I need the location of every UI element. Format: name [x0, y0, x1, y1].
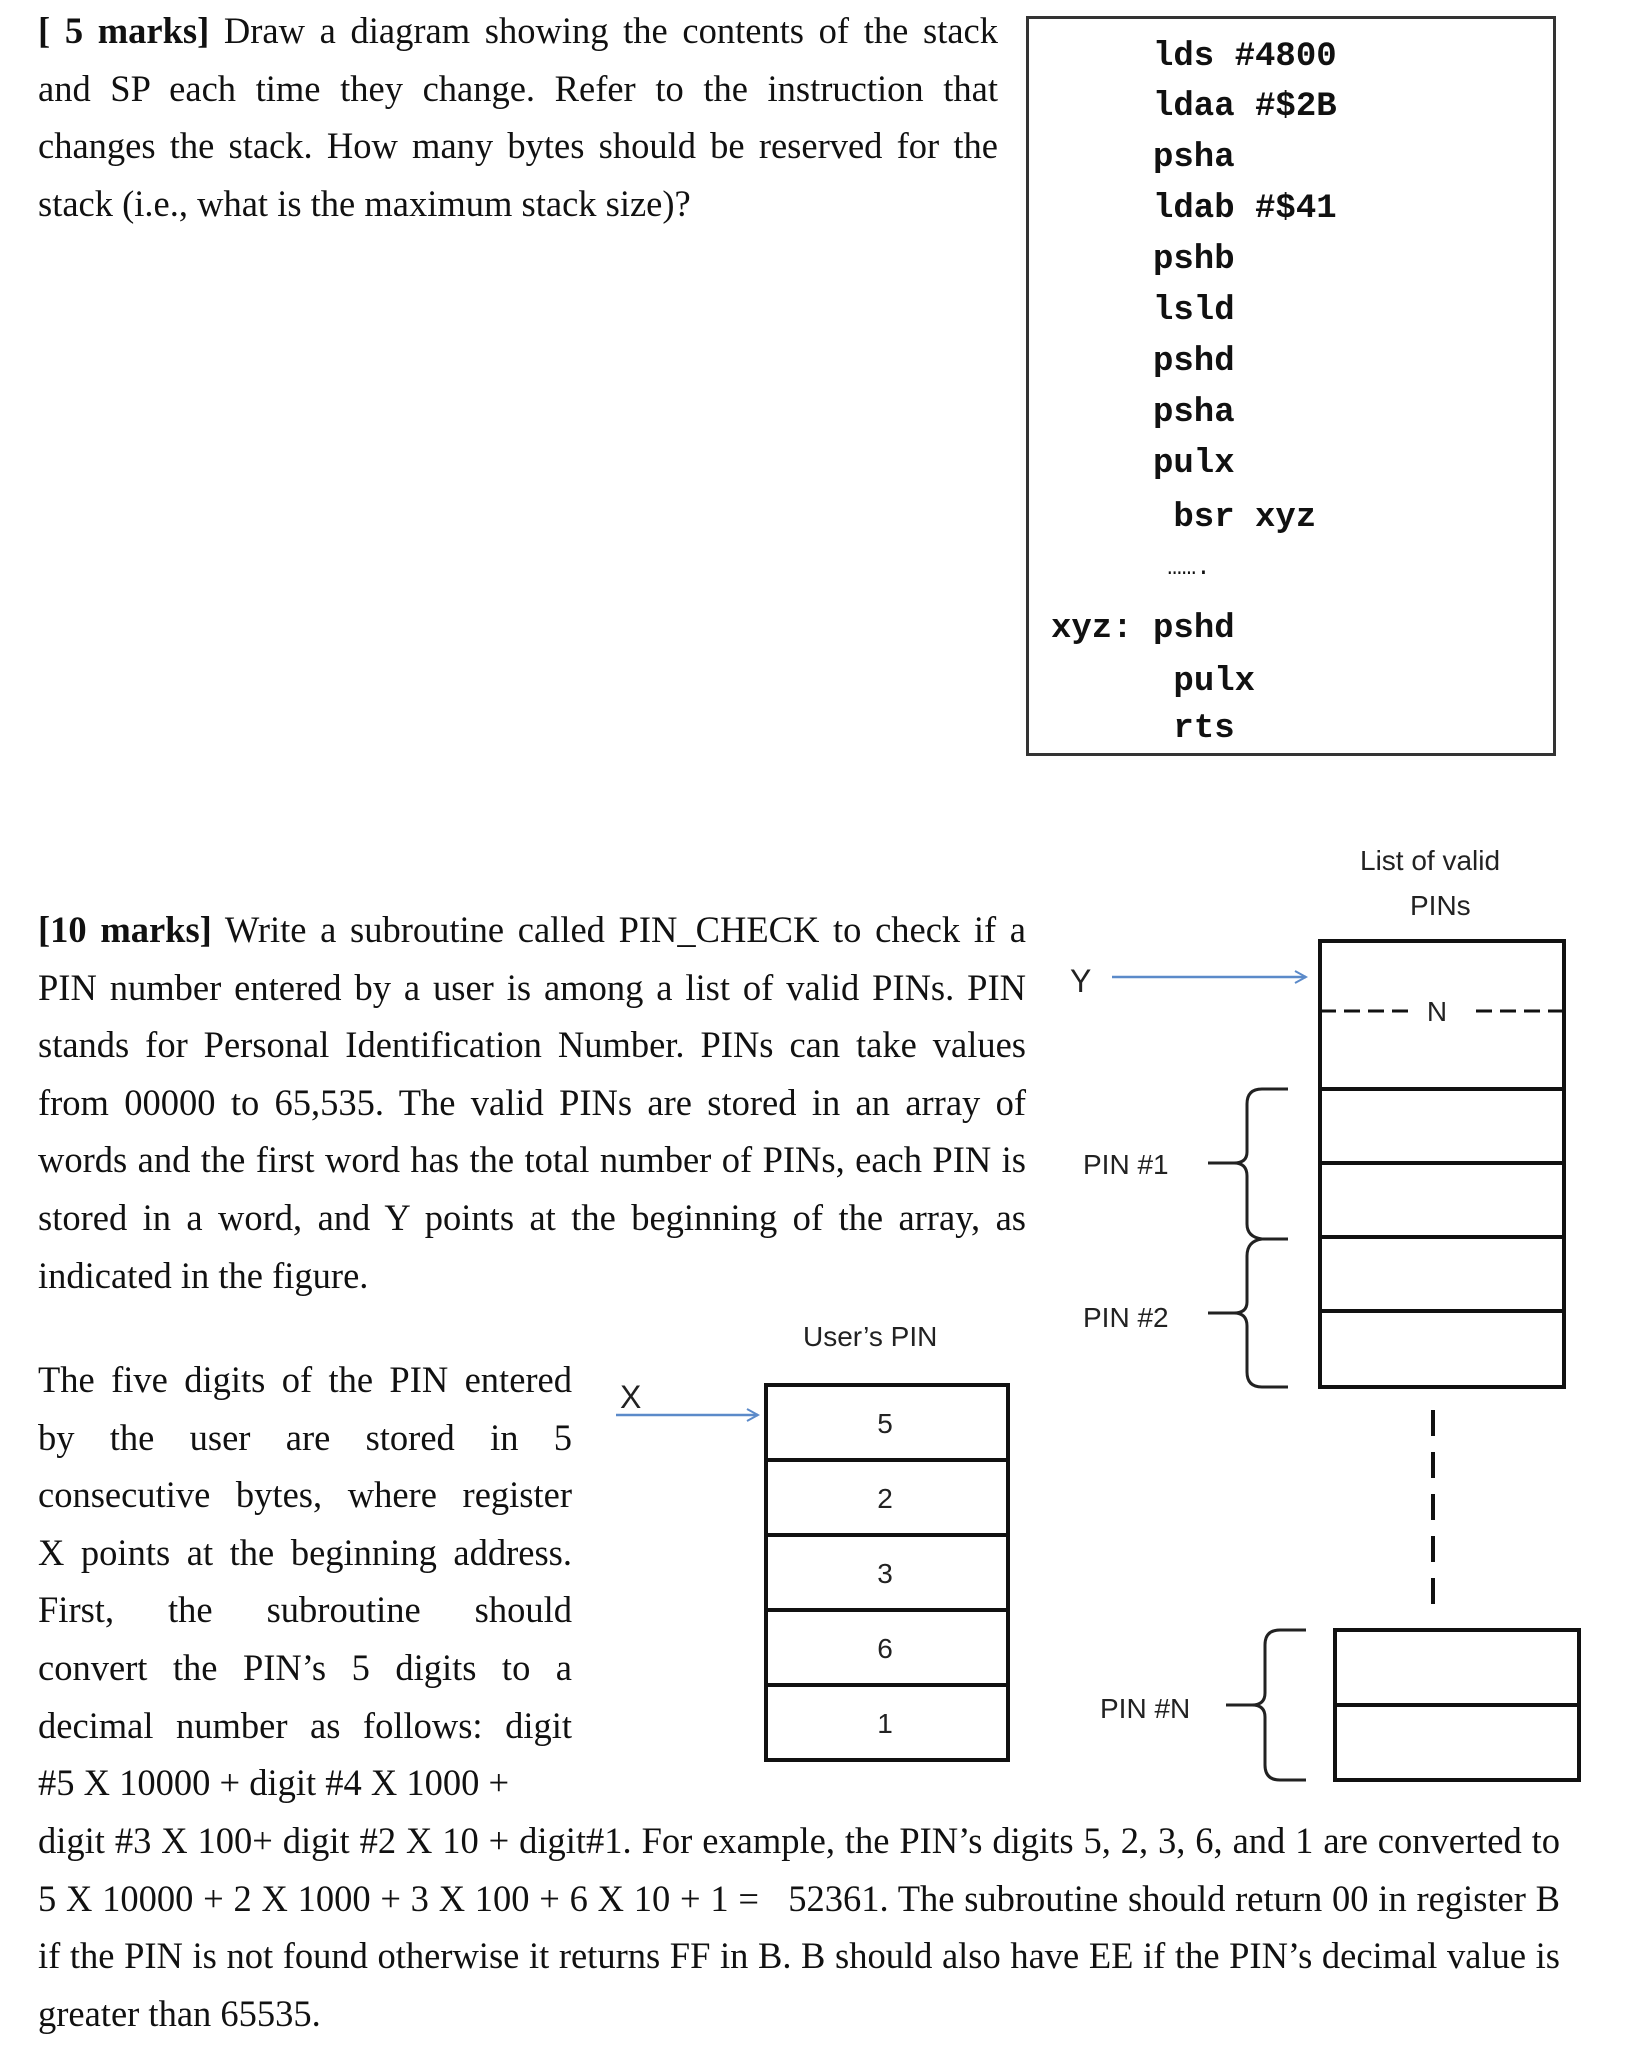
list-title-line-1: List of valid: [1360, 845, 1501, 876]
digits-paragraph-line: #5 X 10000 + digit #4 X 1000 +: [38, 1762, 510, 1804]
pin-n-brace: [1226, 1630, 1306, 1780]
digits-paragraph-line: First, the subroutine should: [38, 1589, 572, 1631]
pin-2-high-byte-box: [1320, 1237, 1564, 1311]
question-1-text: Draw a diagram showing the contents of the stack and SP each time they change. Refer to the instruction that changes the stack. How many bytes should be reserved for the stack (i.e., what is the maximum stack size)?: [38, 10, 998, 224]
code-line: pshd: [1153, 343, 1235, 381]
digits-paragraph-line: consecutive bytes, where register: [38, 1474, 572, 1516]
question-2-marks: [10 marks]: [38, 909, 212, 950]
list-title-line-2: PINs: [1410, 890, 1471, 921]
digits-paragraph-line: by the user are stored in 5: [38, 1416, 572, 1458]
y-register-label: Y: [1070, 963, 1092, 999]
code-line: pulx: [1153, 445, 1235, 483]
pin-2-brace: [1208, 1239, 1288, 1387]
digit-value: 3: [877, 1558, 893, 1589]
x-register-label: X: [620, 1379, 642, 1415]
code-line: …….: [1153, 555, 1211, 582]
users-pin-title: User’s PIN: [803, 1321, 938, 1352]
pin-1-low-byte-box: [1320, 1163, 1564, 1237]
digit-value: 6: [877, 1633, 893, 1664]
pin-n-high-byte-box: [1335, 1630, 1579, 1705]
digits-paragraph-line: The five digits of the PIN entered: [38, 1359, 572, 1400]
code-line: xyz: pshd: [1051, 610, 1235, 648]
code-line: bsr xyz: [1153, 499, 1317, 537]
digit-value: 1: [877, 1708, 893, 1739]
pin-2-low-byte-box: [1320, 1311, 1564, 1387]
digits-paragraph-line: convert the PIN’s 5 digits to a: [38, 1646, 572, 1688]
n-label: N: [1426, 996, 1448, 1027]
conversion-paragraph: digit #3 X 100+ digit #2 X 10 + digit#1. For example, the PIN’s digits 5, 2, 3, 6, and 1 are converted to 5 X 10000 + 2 X 1000 + 3 X 100 + 6 X 10 + 1 = 52361. The subroutine should return 00 in register B if the PIN is not found otherwise it returns FF in B. B should also have EE if the PIN’s decimal value is greater than 65535.: [38, 1820, 1560, 2034]
question-1-marks: [ 5 marks]: [38, 10, 210, 51]
code-line: psha: [1153, 139, 1235, 177]
code-line: pulx: [1051, 663, 1256, 701]
digit-value: 5: [877, 1408, 893, 1439]
code-line: pshb: [1153, 241, 1235, 279]
pin-1-label: PIN #1: [1083, 1149, 1169, 1180]
code-line: ldaa #$2B: [1153, 88, 1337, 126]
code-line: ldab #$41: [1153, 190, 1337, 228]
digit-value: 2: [877, 1483, 893, 1514]
digits-paragraph-line: X points at the beginning address.: [38, 1531, 572, 1573]
code-line: psha: [1153, 394, 1235, 432]
pin-1-high-byte-box: [1320, 1089, 1564, 1163]
code-line: lds #4800: [1153, 38, 1337, 76]
code-line: lsld: [1153, 292, 1235, 330]
question-2-text: Write a subroutine called PIN_CHECK to check if a PIN number entered by a user is among a list of valid PINs. PIN stands for Personal Identification Number. PINs can take values from 00000 to 65,535. The valid PINs are stored in an array of words and the first word has the total number of PINs, each PIN is stored in a word, and Y points at the beginning of the array, as indicated in the figure.: [38, 909, 1026, 1296]
pin-1-brace: [1208, 1089, 1288, 1239]
pin-n-label: PIN #N: [1100, 1693, 1191, 1724]
pin-2-label: PIN #2: [1083, 1302, 1169, 1333]
code-line: rts: [1051, 710, 1235, 748]
pin-n-low-byte-box: [1335, 1705, 1579, 1780]
digits-paragraph-line: decimal number as follows: digit: [38, 1704, 572, 1746]
